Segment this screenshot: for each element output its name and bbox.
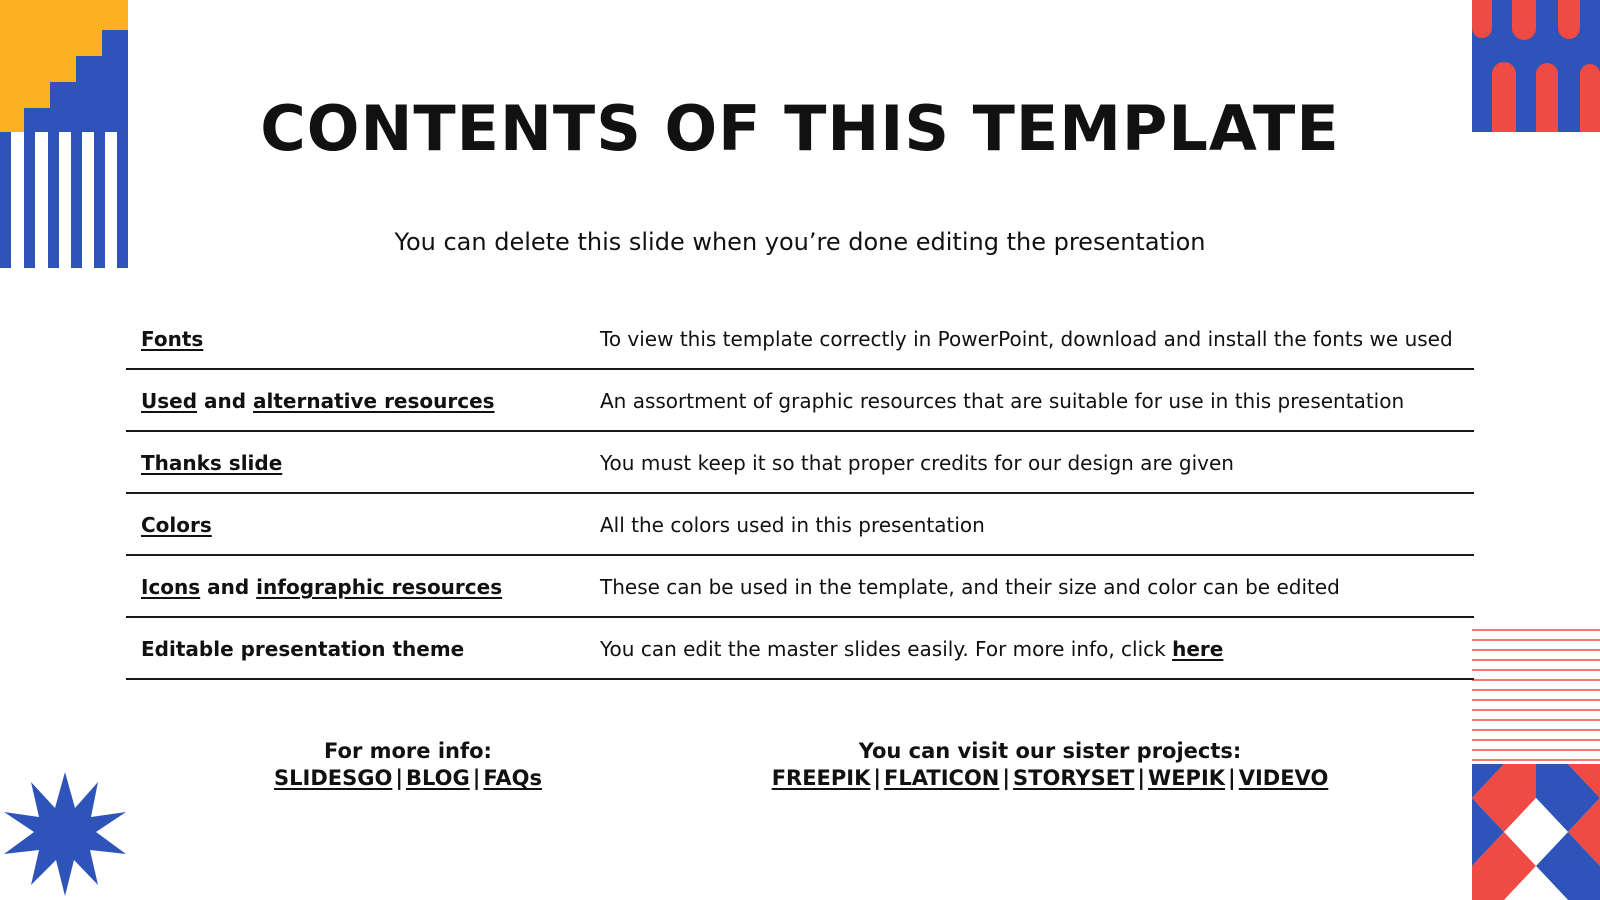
row-title <box>141 370 495 432</box>
footer-sister-projects-links <box>700 765 1400 792</box>
table-row <box>126 432 1474 494</box>
row-description-text: To view this template correctly in PowerPoint, download and install the fonts we used <box>600 327 1453 351</box>
starburst-icon <box>0 770 130 900</box>
row-description <box>600 494 985 556</box>
row-description <box>600 618 1223 680</box>
row-title <box>141 556 502 618</box>
row-title-text: and <box>197 389 254 413</box>
row-title-link[interactable]: infographic resources <box>256 575 503 599</box>
row-title-link[interactable]: Icons <box>141 575 201 599</box>
row-title <box>141 618 464 680</box>
row-title-link[interactable]: alternative resources <box>253 389 495 413</box>
footer-link-wepik[interactable]: WEPIK <box>1148 766 1226 790</box>
page-title: CONTENTS OF THIS TEMPLATE <box>260 92 1340 165</box>
row-description-text: These can be used in the template, and their size and color can be edited <box>600 575 1340 599</box>
row-title <box>141 432 282 494</box>
footer-link-slidesgo[interactable]: SLIDESGO <box>274 766 393 790</box>
table-row <box>126 494 1474 556</box>
footer-sister-projects-heading: You can visit our sister projects: <box>858 739 1242 763</box>
row-description <box>600 432 1234 494</box>
footer-link-flaticon[interactable]: FLATICON <box>884 766 1000 790</box>
row-title-text: and <box>200 575 257 599</box>
right-lines-decoration <box>1472 628 1600 764</box>
row-description-text: You can edit the master slides easily. For more info, click <box>600 637 1173 661</box>
footer-link-blog[interactable]: BLOG <box>406 766 470 790</box>
link-separator: | <box>1002 766 1011 790</box>
link-separator: | <box>395 766 404 790</box>
link-separator: | <box>873 766 882 790</box>
row-description <box>600 308 1453 370</box>
table-row <box>126 556 1474 618</box>
page-subtitle: You can delete this slide when you’re done editing the presentation <box>394 228 1206 256</box>
row-description-text: All the colors used in this presentation <box>600 513 985 537</box>
footer-link-faqs[interactable]: FAQs <box>483 766 542 790</box>
row-title-link[interactable]: Thanks slide <box>141 451 283 475</box>
footer-link-freepik[interactable]: FREEPIK <box>771 766 871 790</box>
row-description-text: An assortment of graphic resources that are suitable for use in this presentation <box>600 389 1405 413</box>
row-description-text: You must keep it so that proper credits for our design are given <box>600 451 1234 475</box>
table-row <box>126 308 1474 370</box>
row-description <box>600 556 1340 618</box>
footer-more-info <box>208 738 608 792</box>
bottom-right-diamond-decoration <box>1472 764 1600 900</box>
link-separator: | <box>1137 766 1146 790</box>
footer-link-videvo[interactable]: VIDEVO <box>1238 766 1329 790</box>
footer-link-storyset[interactable]: STORYSET <box>1013 766 1135 790</box>
footer-more-info-heading: For more info: <box>324 739 492 763</box>
table-row <box>126 370 1474 432</box>
row-title-link[interactable]: Fonts <box>141 327 204 351</box>
link-separator: | <box>472 766 481 790</box>
footer-sister-projects <box>700 738 1400 792</box>
here-link[interactable]: here <box>1172 637 1224 661</box>
row-title-link[interactable]: Colors <box>141 513 212 537</box>
row-description <box>600 370 1404 432</box>
row-title-link[interactable]: Used <box>141 389 198 413</box>
row-title <box>141 308 203 370</box>
table-row <box>126 618 1474 680</box>
footer-more-info-links <box>208 765 608 792</box>
contents-table <box>126 308 1474 680</box>
row-title-text: Editable presentation theme <box>141 637 465 661</box>
row-title <box>141 494 212 556</box>
link-separator: | <box>1228 766 1236 790</box>
